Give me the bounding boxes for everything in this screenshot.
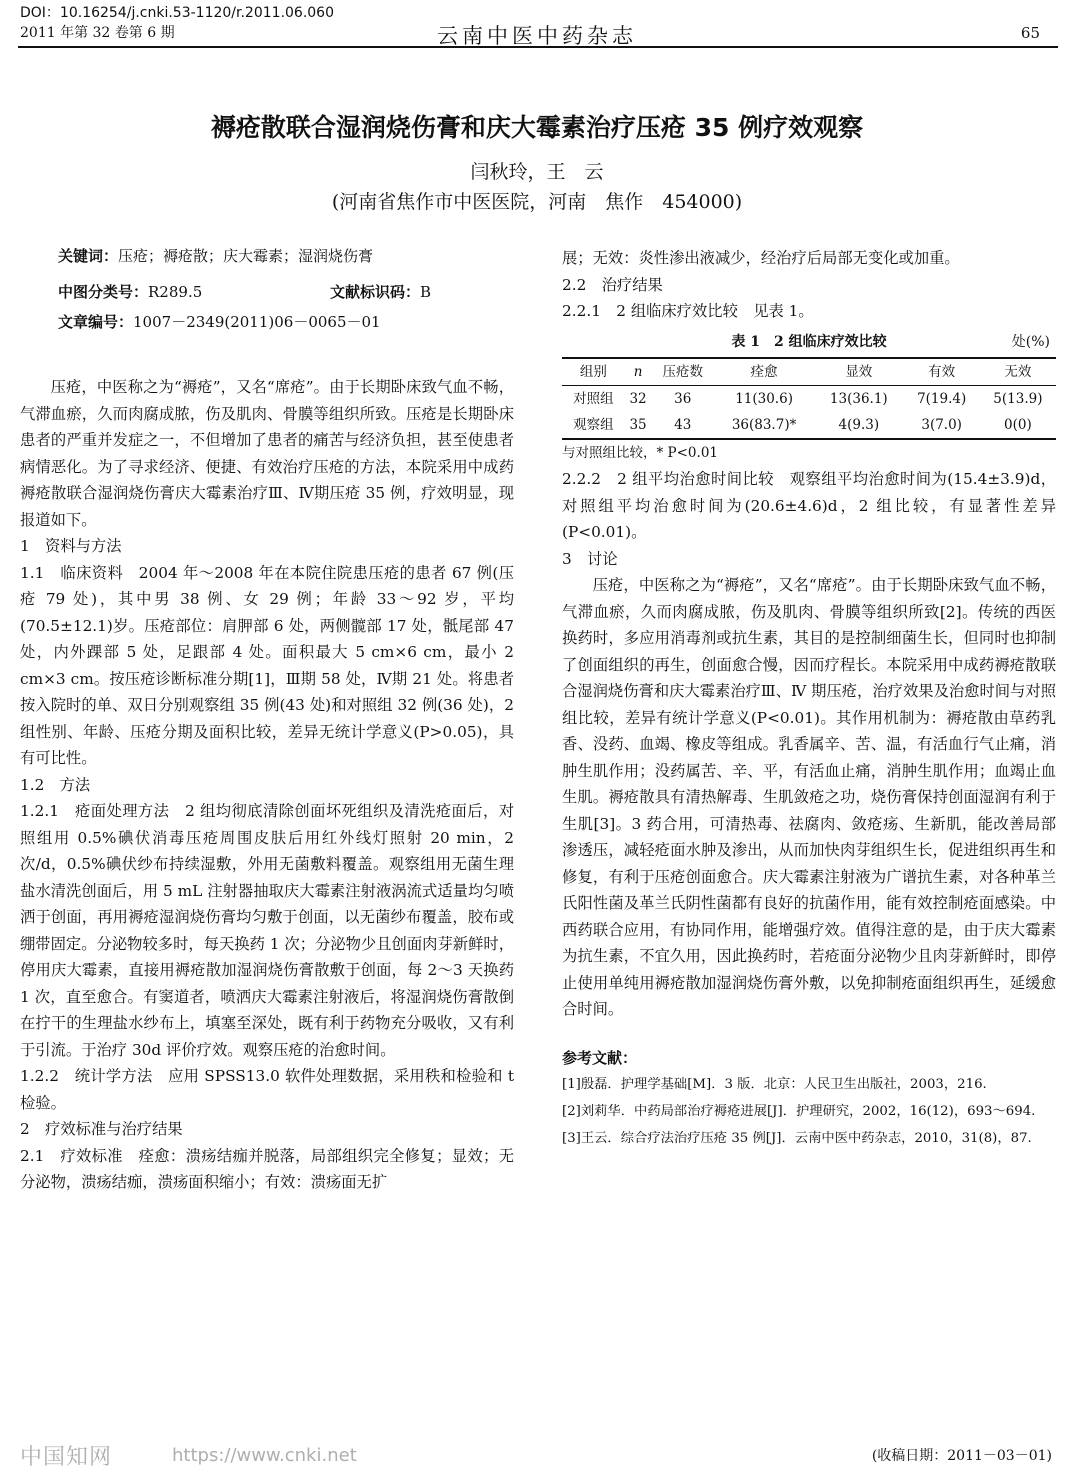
- references-heading: 参考文献：: [562, 1048, 638, 1067]
- section-2-heading: 2 疗效标准与治疗结果: [20, 1120, 183, 1138]
- table-header-row: [562, 358, 1056, 386]
- efficacy-table: [562, 357, 1056, 440]
- doccode-label: 文献标识码：: [330, 283, 421, 301]
- journal-name: 云南中医中药杂志: [437, 24, 637, 48]
- table-header-cell: 无效: [980, 358, 1056, 386]
- clc-value: R289.5: [148, 283, 203, 301]
- article-affiliation: (河南省焦作市中医医院，河南 焦作 454000): [331, 191, 743, 213]
- articleno-value: 1007－2349(2011)06－0065－01: [133, 313, 381, 331]
- section-2-2-heading: 2.2 治疗结果: [562, 275, 663, 294]
- table-cell: 13(36.1): [829, 391, 888, 407]
- table-cell: 观察组: [562, 412, 625, 439]
- keywords-text: 压疮；褥疮散；庆大霉素；湿润烧伤膏: [118, 247, 374, 265]
- articleno-line: [58, 311, 381, 332]
- table-cell: 36: [674, 391, 692, 407]
- table-header-cell: 压疮数: [651, 358, 714, 386]
- table-cell: 36(83.7)*: [714, 412, 814, 439]
- reference-item: [1]殷磊．护理学基础[M]．3 版．北京：人民卫生出版社，2003，216.: [562, 1077, 987, 1092]
- cnki-watermark: 中国知网: [20, 1445, 113, 1470]
- clc-label: 中图分类号：: [58, 283, 149, 301]
- section-3-heading: 3 讨论: [562, 549, 618, 568]
- table-cell: 43: [651, 412, 714, 439]
- issue-line: 2011 年第 32 卷第 6 期: [20, 25, 175, 41]
- header-rule: [18, 46, 1058, 48]
- table-cell: 3(7.0): [904, 412, 980, 439]
- section-1-2-1-paragraph: 1.2.1 疮面处理方法 2 组均彻底清除创面坏死组织及清洗疮面后，对照组用 0.5%碘伏消毒压疮周围皮肤后用红外线灯照射 20 min，2 次/d，0.5%碘伏纱布持续湿敷，外用无菌敷料覆盖。观察组用无菌生理盐水清洗创面后，用 5 mL 注射器抽取庆大霉素注射液涡流式适量均匀喷洒于创面，再用褥疮湿润烧伤膏均匀敷于创面，以无菌纱布覆盖，胶布或绷带固定。分泌物较多时，每天换药 1 次；分泌物少且创面肉芽新鲜时，停用庆大霉素，直接用褥疮散加湿润烧伤膏散敷于创面，每 2～3 天换药 1 次，直至愈合。有窦道者，喷洒庆大霉素注射液后，将湿润烧伤膏散倒在拧干的生理盐水纱布上，填塞至深处，既有利于药物充分吸收，又有利于引流。于治疗 30d 评价疗效。观察压疮的治愈时间。: [20, 802, 514, 1059]
- articleno-label: 文章编号：: [58, 313, 134, 331]
- right-column: [562, 245, 1056, 1152]
- table-note: 与对照组比较，* P<0.01: [562, 445, 718, 461]
- table-header-cell: 显效: [814, 358, 904, 386]
- section-1-1-paragraph: 1.1 临床资料 2004 年～2008 年在本院住院患压疮的患者 67 例(压疮 79 处)，其中男 38 例、女 29 例；年龄 33～92 岁，平均(70.5±12.1)岁。压疮部位：肩胛部 6 处，两侧髋部 17 处，骶尾部 47 处，内外踝部 5 处，足跟部 4 处。面积最大 5 cm×6 cm，最小 2 cm×3 cm。按压疮诊断标准分期[1]，Ⅲ期 58 处，Ⅳ期 21 处。将患者按入院时的单、双日分别观察组 35 例(43 处)和对照组 32 例(36 处)，2 组性别、年龄、压疮分期及面积比较，差异无统计学意义(P>0.05)，具有可比性。: [20, 563, 514, 767]
- table-row: [562, 386, 1056, 413]
- table-cell: 4(9.3): [814, 412, 904, 439]
- section-1-2-2-paragraph: 1.2.2 统计学方法 应用 SPSS13.0 软件处理数据，采用秩和检验和 t 检验。: [20, 1067, 514, 1112]
- received-date: (收稿日期：2011－03－01): [871, 1448, 1052, 1464]
- table-header-cell: 痊愈: [714, 358, 814, 386]
- section-1-2-heading: 1.2 方法: [20, 775, 91, 794]
- section-2-1-paragraph: 2.1 疗效标准 痊愈：溃疡结痂并脱落，局部组织完全修复；显效；无分泌物，溃疡结痂，溃疡面积缩小；有效：溃疡面无扩: [20, 1146, 514, 1191]
- cnki-watermark-url: https://www.cnki.net: [172, 1445, 357, 1466]
- page-number: 65: [1020, 24, 1040, 42]
- table-cell: 32: [629, 391, 647, 407]
- keywords-label: 关键词：: [58, 247, 119, 265]
- table-cell: 11(30.6): [735, 391, 793, 407]
- table-cell: 0(0): [980, 412, 1056, 439]
- table-cell: 7(19.4): [917, 391, 967, 407]
- doccode-value: B: [420, 283, 432, 301]
- section-2-2-1-paragraph: 2.2.1 2 组临床疗效比较 见表 1。: [562, 302, 814, 320]
- table-header-cell: 有效: [904, 358, 980, 386]
- table-cell: 5(13.9): [993, 391, 1043, 407]
- intro-paragraph: 压疮，中医称之为“褥疮”，又名“席疮”。由于长期卧床致气血不畅，气滞血瘀，久而肉腐成脓，伤及肌肉、骨膜等组织所致。压疮是长期卧床患者的严重并发症之一，不但增加了患者的痛苦与经济负担，甚至使患者病情恶化。为了寻求经济、便捷、有效治疗压疮的方法，本院采用中成药褥疮散联合湿润烧伤膏庆大霉素治疗Ⅲ、Ⅳ期压疮 35 例，疗效明显，现报道如下。: [20, 378, 514, 529]
- reference-item: [2]刘莉华．中药局部治疗褥疮进展[J]．护理研究，2002，16(12)，693～694.: [562, 1104, 1036, 1119]
- table-caption: [562, 329, 1056, 356]
- doi-line: DOI：10.16254/j.cnki.53-1120/r.2011.06.060: [20, 5, 335, 21]
- reference-item: [3]王云．综合疗法治疗压疮 35 例[J]．云南中医中药杂志，2010，31(8)，87.: [562, 1131, 1032, 1146]
- table-cell: 35: [625, 412, 652, 439]
- table-unit: 处(%): [1011, 333, 1050, 350]
- section-2-2-2-paragraph: 2.2.2 2 组平均治愈时间比较 观察组平均治愈时间为(15.4±3.9)d，对照组平均治愈时间为(20.6±4.6)d，2 组比较，有显著性差异(P<0.01)。: [562, 470, 1056, 541]
- discussion-paragraph: 压疮，中医称之为“褥疮”，又名“席疮”。由于长期卧床致气血不畅，气滞血瘀，久而肉腐成脓，伤及肌肉、骨膜等组织所致[2]。传统的西医换药时，多应用消毒剂或抗生素，其目的是控制细菌生长，但同时也抑制了创面组织的再生，创面愈合慢，因而疗程长。本院采用中成药褥疮散联合湿润烧伤膏和庆大霉素治疗Ⅲ、Ⅳ 期压疮，治疗效果及治愈时间与对照组比较，差异有统计学意义(P<0.01)。其作用机制为：褥疮散由草药乳香、没药、血竭、橡皮等组成。乳香属辛、苦、温，有活血行气止痛，消肿生肌作用；没药属苦、辛、平，有活血止痛，消肿生肌作用；血竭止血生肌。褥疮散具有清热解毒、生肌敛疮之功，烧伤膏保持创面湿润有利于生肌[3]。3 药合用，可清热毒、祛腐肉、敛疮疡、生新肌，能改善局部渗透压，减轻疮面水肿及渗出，从而加快肉芽组织生长，促进组织再生和修复，有利于压疮创面愈合。庆大霉素注射液为广谱抗生素，对各种革兰氏阳性菌及革兰氏阴性菌都有良好的抗菌作用，能有效控制疮面感染。中西药联合应用，有协同作用，能增强疗效。值得注意的是，由于庆大霉素为抗生素，不宜久用，因此换药时，若疮面分泌物少且肉芽新鲜时，即停止使用单纯用褥疮散加湿润烧伤膏外敷，以免抑制疮面组织再生，延缓愈合时间。: [562, 576, 1056, 1018]
- table-caption-text: 表 1 2 组临床疗效比较: [731, 333, 887, 350]
- clc-line: [58, 281, 202, 302]
- article-title: 褥疮散联合湿润烧伤膏和庆大霉素治疗压疮 35 例疗效观察: [210, 113, 864, 142]
- table-cell: 对照组: [573, 391, 614, 407]
- section-1-heading: 1 资料与方法: [20, 537, 122, 555]
- table-row: [562, 412, 1056, 439]
- table-header-cell: 组别: [562, 358, 625, 386]
- keywords-line: [58, 245, 373, 266]
- article-authors: 闫秋玲，王 云: [470, 161, 604, 183]
- left-column: [20, 374, 514, 1196]
- section-2-1-continued: 展；无效：炎性渗出液减少，经治疗后局部无变化或加重。: [562, 249, 960, 267]
- doccode-line: [330, 281, 431, 302]
- table-header-cell: n: [625, 358, 652, 386]
